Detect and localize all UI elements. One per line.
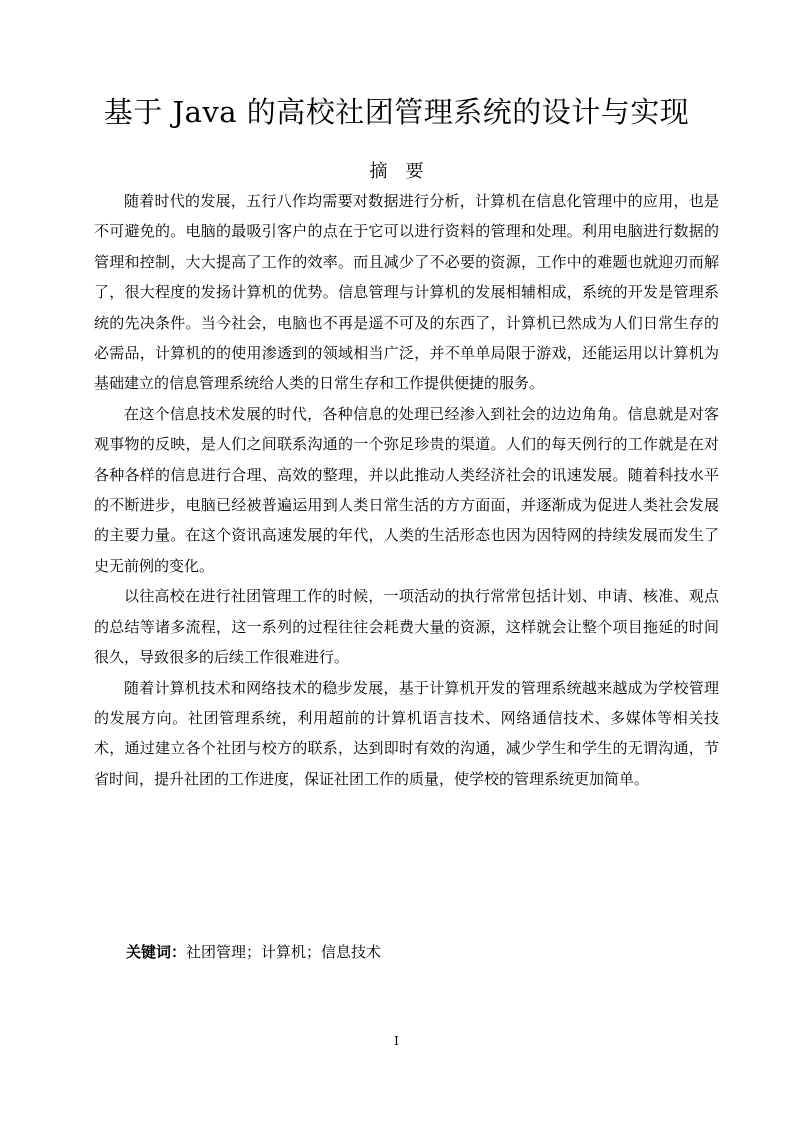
abstract-paragraph: 随着时代的发展，五行八作均需要对数据进行分析，计算机在信息化管理中的应用，也是不可避免的。电脑的最吸引客户的点在于它可以进行资料的管理和处理。利用电脑进行数据的管理和控制，大大提高了工作的效率。而且减少了不必要的资源，工作中的难题也就迎刃而解了，很大程度的发扬计算机的优势。信息管理与计算机的发展相辅相成，系统的开发是管理系统的先决条件。当今社会，电脑也不再是遥不可及的东西了，计算机已然成为人们日常生存的必需品，计算机的的使用渗透到的领域相当广泛，并不单单局限于游戏，还能运用以计算机为基础建立的信息管理系统给人类的日常生存和工作提供便捷的服务。: [94, 192, 719, 393]
keywords-label: 关键词：: [126, 943, 187, 961]
abstract-paragraph: 在这个信息技术发展的时代，各种信息的处理已经渗入到社会的边边角角。信息就是对客观事物的反映，是人们之间联系沟通的一个弥足珍贵的渠道。人们的每天例行的工作就是在对各种各样的信息进行合理、高效的整理，并以此推动人类经济社会的讯速发展。随着科技水平的不断进步，电脑已经被普遍运用到人类日常生活的方方面面，并逐渐成为促进人类社会发展的主要力量。在这个资讯高速发展的年代，人类的生活形态也因为因特网的持续发展而发生了史无前例的变化。: [94, 404, 719, 575]
keywords-line: [126, 938, 381, 966]
abstract-paragraph: 随着计算机技术和网络技术的稳步发展，基于计算机开发的管理系统越来越成为学校管理的发展方向。社团管理系统，利用超前的计算机语言技术、网络通信技术、多媒体等相关技术，通过建立各个社团与校方的联系，达到即时有效的沟通，减少学生和学生的无谓沟通，节省时间，提升社团的工作进度，保证社团工作的质量，使学校的管理系统更加简单。: [94, 678, 719, 788]
abstract-paragraph: 以往高校在进行社团管理工作的时候，一项活动的执行常常包括计划、申请、核准、观点的总结等诸多流程，这一系列的过程往往会耗费大量的资源，这样就会让整个项目拖延的时间很久，导致很多的后续工作很难进行。: [94, 587, 719, 667]
document-title: 基于 Java 的高校社团管理系统的设计与实现: [103, 95, 690, 129]
abstract-body: [94, 186, 719, 794]
keywords-text: 社团管理；计算机；信息技术: [186, 943, 382, 961]
page-number: I: [394, 1034, 399, 1048]
abstract-heading: 摘要: [369, 161, 442, 182]
